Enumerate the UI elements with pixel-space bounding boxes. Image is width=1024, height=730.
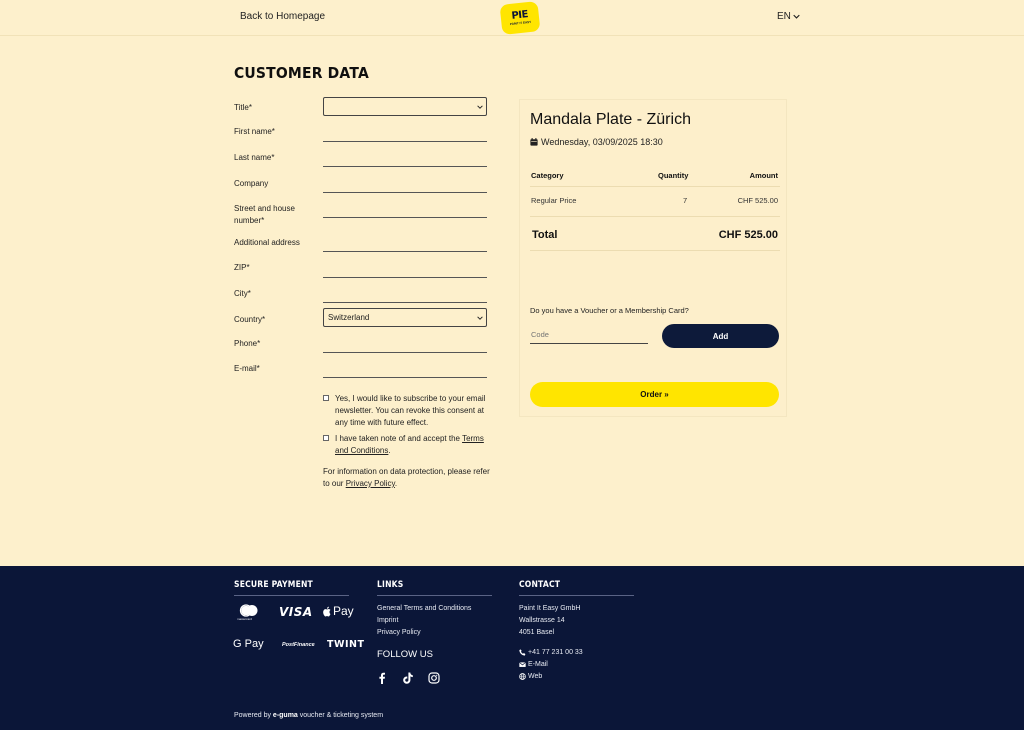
contact-phone-text: +41 77 231 00 33 <box>528 649 583 656</box>
street-input[interactable] <box>323 202 487 218</box>
newsletter-checkbox[interactable] <box>323 395 329 401</box>
contact-phone[interactable] <box>519 649 583 656</box>
add-voucher-button[interactable]: Add <box>662 324 779 348</box>
title-select[interactable] <box>323 97 487 116</box>
title-label: Title* <box>234 103 252 112</box>
top-bar <box>0 0 1024 36</box>
row-category: Regular Price <box>531 196 577 205</box>
event-title: Mandala Plate - Zürich <box>530 111 691 128</box>
country-select-value: Switzerland <box>328 313 370 322</box>
table-divider <box>530 186 780 187</box>
footer <box>0 566 1024 730</box>
city-label: City* <box>234 289 251 298</box>
links-heading: LINKS <box>377 580 404 590</box>
phone-icon <box>519 649 526 656</box>
row-quantity: 7 <box>683 196 688 205</box>
country-select[interactable] <box>323 308 487 327</box>
terms-checkbox-row[interactable] <box>323 433 488 457</box>
email-input[interactable] <box>323 362 487 378</box>
contact-company: Paint It Easy GmbH <box>519 605 581 612</box>
page-title: CUSTOMER DATA <box>234 64 369 82</box>
terms-checkbox[interactable] <box>323 435 329 441</box>
event-datetime-text: Wednesday, 03/09/2025 18:30 <box>541 137 663 147</box>
google-pay-icon: G Pay <box>233 638 264 650</box>
table-divider <box>530 250 780 251</box>
footer-divider <box>519 595 634 596</box>
envelope-icon <box>519 661 526 668</box>
payment-heading: SECURE PAYMENT <box>234 580 313 590</box>
total-label: Total <box>532 229 558 241</box>
first-name-label: First name* <box>234 127 275 136</box>
city-input[interactable] <box>323 287 487 303</box>
phone-label: Phone* <box>234 339 261 348</box>
chevron-down-icon <box>477 315 483 321</box>
company-label: Company <box>234 179 269 188</box>
privacy-prefix: For information on data protection, please refer to our <box>323 467 490 488</box>
powered-prefix: Powered by <box>234 712 273 719</box>
contact-web-text: Web <box>528 673 543 680</box>
apple-pay-label: Pay <box>333 604 354 618</box>
terms-prefix: I have taken note of and accept the <box>335 434 463 443</box>
visa-icon: VISA <box>279 605 313 619</box>
twint-icon: TWINT <box>327 639 365 650</box>
footer-link-terms[interactable]: General Terms and Conditions <box>377 605 472 612</box>
newsletter-checkbox-row[interactable] <box>323 393 488 429</box>
newsletter-text: Yes, I would like to subscribe to your email newsletter. You can revoke this consent at any time with future effect. <box>335 394 486 427</box>
street-label: Street and house number* <box>234 204 295 225</box>
additional-address-input[interactable] <box>323 236 487 252</box>
footer-divider <box>377 595 492 596</box>
first-name-input[interactable] <box>323 126 487 142</box>
privacy-suffix: . <box>394 479 398 488</box>
privacy-notice <box>323 466 493 490</box>
logo-text: PIE <box>511 9 529 22</box>
back-to-homepage-link[interactable]: Back to Homepage <box>240 11 326 22</box>
postfinance-icon: PostFinance <box>282 642 315 648</box>
chevron-down-icon <box>477 104 483 110</box>
contact-city: 4051 Basel <box>519 629 555 636</box>
powered-brand[interactable]: e-guma <box>272 712 298 719</box>
footer-divider <box>234 595 349 596</box>
company-input[interactable] <box>323 177 487 193</box>
language-selector[interactable] <box>777 11 800 22</box>
terms-suffix: . <box>388 446 391 455</box>
voucher-code-input[interactable] <box>530 326 648 344</box>
globe-icon <box>519 673 526 680</box>
voucher-question: Do you have a Voucher or a Membership Card? <box>530 306 689 315</box>
powered-by <box>234 712 383 719</box>
column-category: Category <box>531 171 564 180</box>
contact-email-text: E-Mail <box>528 661 548 668</box>
additional-address-label: Additional address <box>234 238 300 247</box>
phone-input[interactable] <box>323 337 487 353</box>
contact-heading: CONTACT <box>519 580 561 590</box>
contact-web[interactable] <box>519 673 542 680</box>
zip-input[interactable] <box>323 262 487 278</box>
column-amount: Amount <box>749 171 778 180</box>
event-datetime <box>530 137 663 147</box>
table-divider <box>530 216 780 217</box>
logo-subtext: PAINT IT EASY <box>509 19 532 27</box>
total-value: CHF 525.00 <box>718 229 778 241</box>
apple-pay-icon <box>323 604 354 618</box>
last-name-label: Last name* <box>234 153 275 162</box>
terms-link[interactable]: Terms and Conditions <box>335 434 484 455</box>
mastercard-caption: mastercard <box>237 617 253 621</box>
zip-label: ZIP* <box>234 263 250 272</box>
column-quantity: Quantity <box>658 171 689 180</box>
instagram-icon[interactable] <box>428 672 440 684</box>
footer-link-imprint[interactable]: Imprint <box>377 617 399 624</box>
powered-suffix: voucher & ticketing system <box>297 712 384 719</box>
last-name-input[interactable] <box>323 151 487 167</box>
logo[interactable] <box>500 1 541 35</box>
contact-email[interactable] <box>519 661 548 668</box>
terms-text <box>323 433 488 457</box>
order-button[interactable]: Order » <box>530 382 779 407</box>
follow-us-label: FOLLOW US <box>377 649 433 660</box>
calendar-icon <box>530 138 538 146</box>
email-label: E-mail* <box>234 364 260 373</box>
row-amount: CHF 525.00 <box>737 196 778 205</box>
contact-street: Wallstrasse 14 <box>519 617 565 624</box>
country-label: Country* <box>234 315 266 324</box>
facebook-icon[interactable] <box>376 672 388 684</box>
language-label: EN <box>777 11 791 22</box>
tiktok-icon[interactable] <box>402 672 414 684</box>
footer-link-privacy[interactable]: Privacy Policy <box>377 629 421 636</box>
privacy-policy-link[interactable]: Privacy Policy <box>345 479 395 488</box>
chevron-down-icon <box>793 13 800 20</box>
